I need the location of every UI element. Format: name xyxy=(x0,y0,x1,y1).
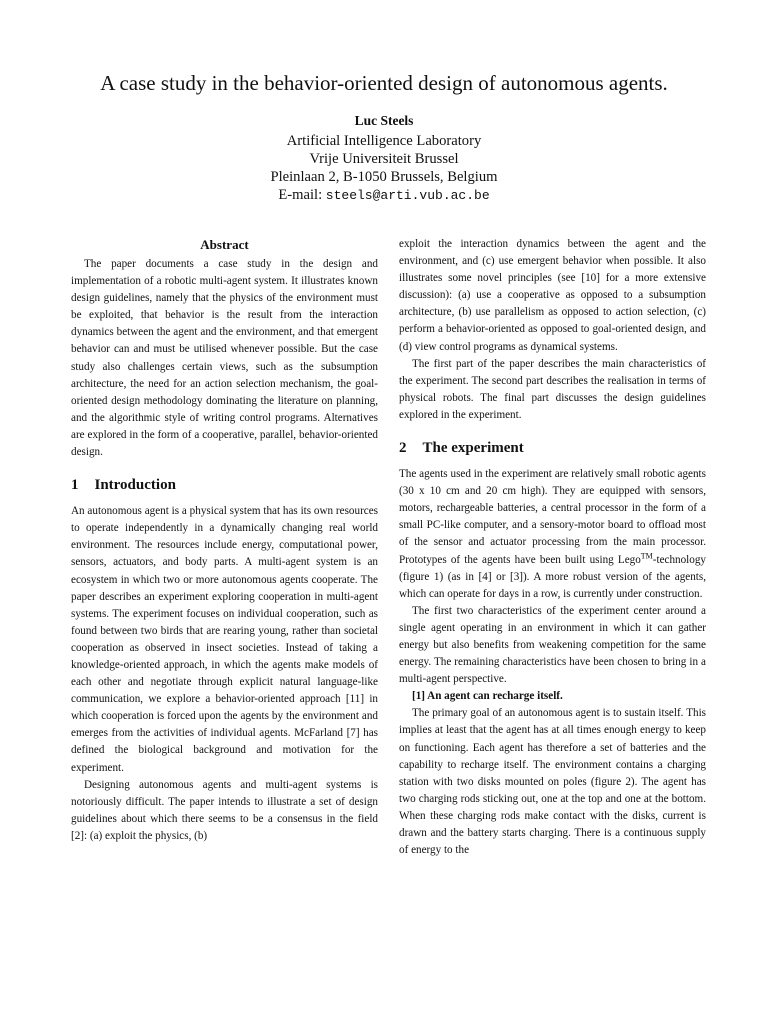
paragraph: exploit the interaction dynamics between the agent and the environment, and (c) use emergent behavior when possible. It also illustrates some novel principles (see [10] for a more extensive discussion): (a) use a cooperative as opposed to a subsumption architecture, (b) use parallelism as opposed to action selection, (c) perform a behavior-oriented as opposed to goal-oriented design, and (d) view control programs as dynamical systems. xyxy=(399,238,706,353)
author-name: Luc Steels xyxy=(354,113,414,128)
section-number: 2 xyxy=(399,440,407,457)
paper-title: A case study in the behavior-oriented design of autonomous agents. xyxy=(100,71,668,95)
left-column xyxy=(71,236,378,845)
trademark-superscript: TM xyxy=(640,550,653,560)
paragraph-text: The agents used in the experiment are relatively small robotic agents (30 x 10 cm and 20 cm high). They are equipped with sensors, motors, rechargeable batteries, a central processor in the form of a small PC-like computer, and a sensory-motor board to offload most of the sensor and actuator processing from the main processor. Prototypes of the agents have been built using Lego xyxy=(399,468,706,566)
abstract-text: The paper documents a case study in the design and implementation of a robotic multi-agent system. It illustrates known design guidelines, namely that the physics of the environment must be exploited, that behavior is the result from the interaction dynamics between the agent and the environment, and that emergent behavior can and must be utilised whenever possible. But the case study also challenges certain views, such as the subsumption architecture, the need for an action selection mechanism, the goal-oriented design methodology dominating the literature on planning, and the algorithmic style of writing control programs. Alternatives are explored in the form of a cooperative, parallel, behavior-oriented design. xyxy=(71,258,378,459)
affiliation-line: Pleinlaan 2, B-1050 Brussels, Belgium xyxy=(270,169,498,185)
section-title: Introduction xyxy=(94,477,176,494)
section-title: The experiment xyxy=(422,440,524,457)
paragraph: The first two characteristics of the experiment center around a single agent operating in an environment in which it can gather energy but also benefits from weakening competition for the same energy. The remaining characteristics have been chosen to bring in a multi-agent perspective. xyxy=(399,604,706,686)
author-block xyxy=(184,112,584,205)
paragraph: The first part of the paper describes the main characteristics of the experiment. The second part describes the realisation in terms of physical robots. The final part discusses the design guidelines explored in the experiment. xyxy=(399,357,706,421)
affiliation-line: Vrije Universiteit Brussel xyxy=(309,151,459,167)
abstract-heading: Abstract xyxy=(200,237,249,252)
paragraph-text: -technology (figure 1) (as in [4] or [3]). A more robust version of the agents, which can operate for days in a row, is currently under construction. xyxy=(399,553,706,600)
affiliation-line: Artificial Intelligence Laboratory xyxy=(286,133,482,149)
section-number: 1 xyxy=(71,477,79,494)
right-column xyxy=(399,236,706,859)
email-label: E-mail: xyxy=(278,187,326,203)
section-heading xyxy=(71,475,378,495)
paragraph: The primary goal of an autonomous agent is to sustain itself. This implies at least that the agent has at all times enough energy to keep on functioning. Each agent has therefore a set of batteries and the capability to recharge itself. The environment contains a charging station with two disks mounted on poles (figure 2). The agent has two charging rods sticking out, one at the top and one at the bottom. When these charging rods make contact with the disks, current is drawn and the battery starts charging. There is a continuous supply of energy to the xyxy=(399,707,706,857)
paragraph: An autonomous agent is a physical system that has its own resources to operate independently in a dynamically changing real world environment. The resources include energy, computational power, sensors, actuators, and body parts. A multi-agent system is an ecosystem in which two or more autonomous agents cooperate. The paper describes an experiment exploring cooperation in multi-agent systems. The experiment focuses on individual cooperation, such as found between two birds that are rearing young, rather than societal cooperation as observed in insect societies. Instead of taking a knowledge-oriented approach, in which the agents make models of each other and negotiate through explicit natural language-like communication, we explore a behavior-oriented approach [11] in which cooperation is forced upon the agents by the environment and emerges from the activities of individual agents. McFarland [7] has defined the biological background and motivation for the experiment. xyxy=(71,505,378,774)
email-line xyxy=(184,186,584,205)
paragraph: Designing autonomous agents and multi-agent systems is notoriously difficult. The paper intends to illustrate a set of design guidelines about which there seems to be a consensus in the field [2]: (a) exploit the physics, (b) xyxy=(71,778,378,842)
item-heading: [1] An agent can recharge itself. xyxy=(412,690,563,703)
section-heading xyxy=(399,438,706,458)
email-address[interactable]: steels@arti.vub.ac.be xyxy=(325,188,490,203)
paragraph xyxy=(399,466,706,603)
